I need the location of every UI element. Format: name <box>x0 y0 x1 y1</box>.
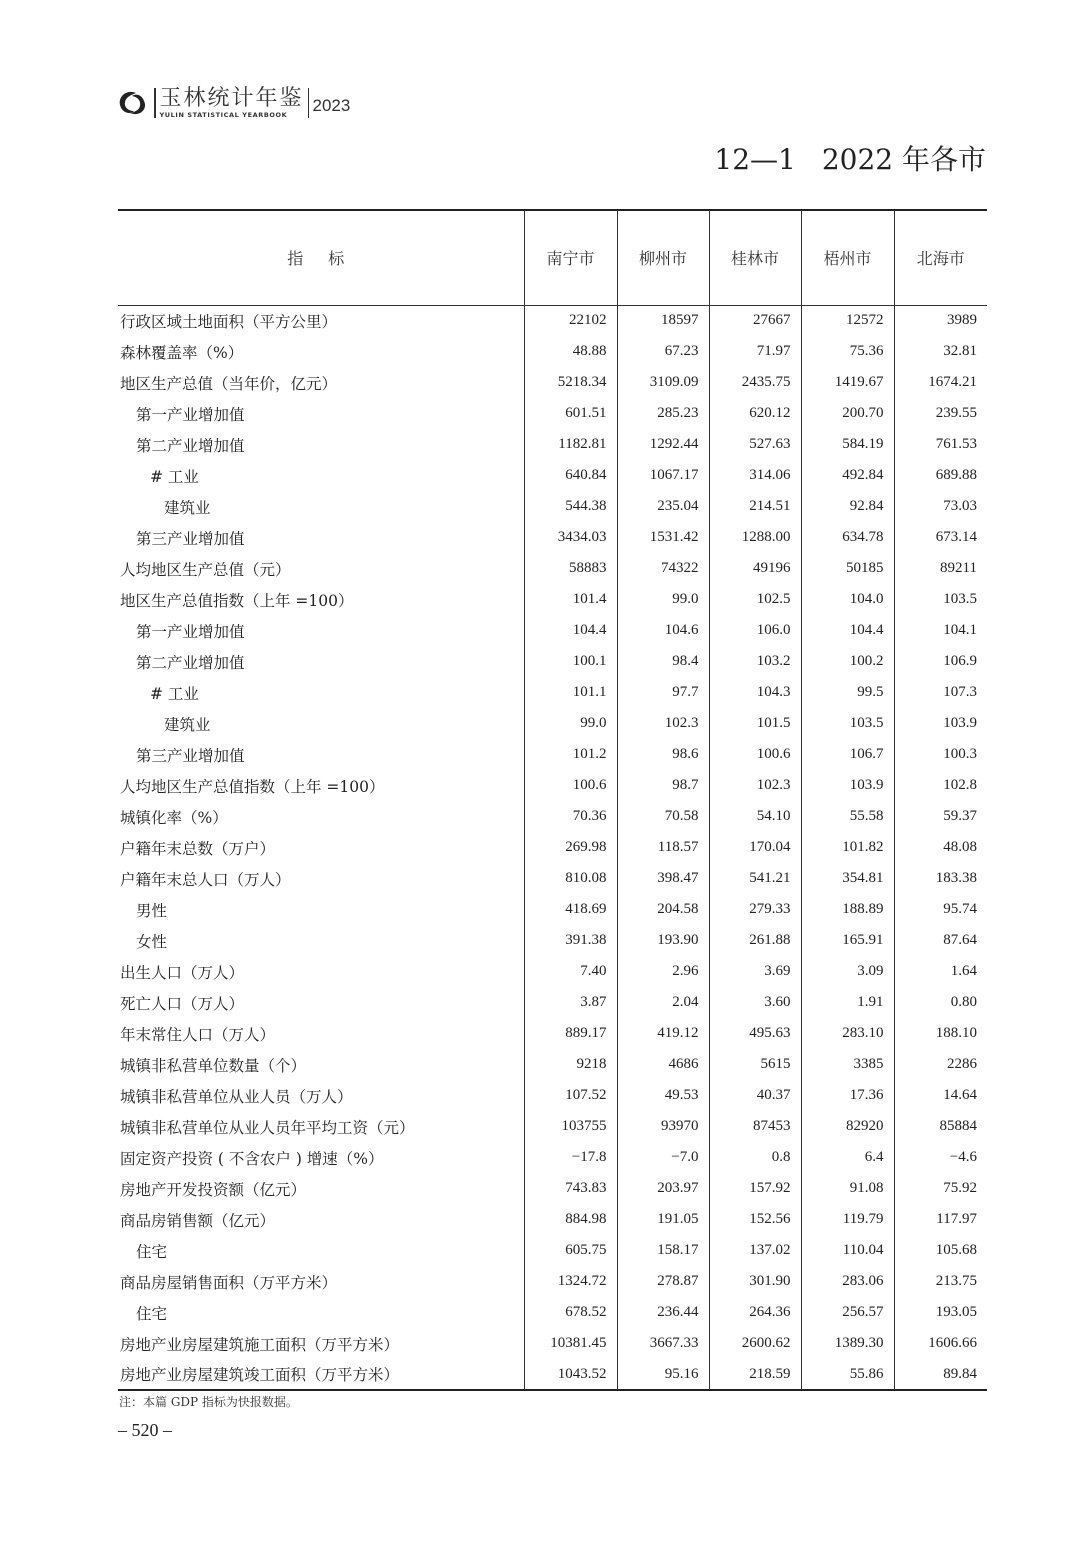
table-cell: 689.88 <box>894 460 987 491</box>
row-label: 房地产开发投资额（亿元） <box>120 1180 307 1199</box>
table-cell: −17.8 <box>524 1142 617 1173</box>
table-cell: 398.47 <box>617 863 709 894</box>
table-cell: 59.37 <box>894 801 987 832</box>
table-row <box>118 1266 987 1297</box>
table-cell: 104.4 <box>801 615 894 646</box>
table-cell: 9218 <box>524 1049 617 1080</box>
column-header: 桂林市 <box>709 210 801 305</box>
table-cell: 544.38 <box>524 491 617 522</box>
table-cell: 55.86 <box>801 1359 894 1390</box>
table-cell: 107.52 <box>524 1080 617 1111</box>
page-title <box>714 138 986 178</box>
table-cell: 87.64 <box>894 925 987 956</box>
row-label: 房地产业房屋建筑施工面积（万平方米） <box>120 1335 400 1354</box>
table-cell: 67.23 <box>617 336 709 367</box>
table-cell: 743.83 <box>524 1173 617 1204</box>
table-cell: 0.80 <box>894 987 987 1018</box>
table-cell: 85884 <box>894 1111 987 1142</box>
table-cell: 18597 <box>617 305 709 336</box>
table-cell: 87453 <box>709 1111 801 1142</box>
table-cell: 1182.81 <box>524 429 617 460</box>
row-label: # 工业 <box>150 467 199 486</box>
table-cell: 601.51 <box>524 398 617 429</box>
table-cell: 605.75 <box>524 1235 617 1266</box>
table-cell: 102.3 <box>617 708 709 739</box>
table-row <box>118 522 987 553</box>
table-cell: 110.04 <box>801 1235 894 1266</box>
table-cell: 89211 <box>894 553 987 584</box>
table-cell: 2286 <box>894 1049 987 1080</box>
table-cell: 2.04 <box>617 987 709 1018</box>
table-cell: 200.70 <box>801 398 894 429</box>
table-cell: 1389.30 <box>801 1328 894 1359</box>
table-cell: 188.89 <box>801 894 894 925</box>
table-row <box>118 367 987 398</box>
table-cell: 492.84 <box>801 460 894 491</box>
table-row <box>118 305 987 336</box>
table-cell: 95.16 <box>617 1359 709 1390</box>
row-label: 男性 <box>136 901 168 920</box>
table-cell: 106.7 <box>801 739 894 770</box>
table-cell: 889.17 <box>524 1018 617 1049</box>
table-cell: 98.7 <box>617 770 709 801</box>
table-cell: 3667.33 <box>617 1328 709 1359</box>
table-cell: 218.59 <box>709 1359 801 1390</box>
table-cell: 54.10 <box>709 801 801 832</box>
table-cell: 99.0 <box>524 708 617 739</box>
row-label: 户籍年末总数（万户） <box>120 839 276 858</box>
table-cell: 103.9 <box>801 770 894 801</box>
table-cell: 810.08 <box>524 863 617 894</box>
table-cell: 5615 <box>709 1049 801 1080</box>
table-row <box>118 429 987 460</box>
table-row <box>118 1359 987 1390</box>
table-cell: 170.04 <box>709 832 801 863</box>
row-label: 地区生产总值（当年价，亿元） <box>120 374 338 393</box>
table-cell: 634.78 <box>801 522 894 553</box>
table-cell: 213.75 <box>894 1266 987 1297</box>
row-label: 第二产业增加值 <box>136 436 245 455</box>
table-cell: 1.64 <box>894 956 987 987</box>
table-cell: 40.37 <box>709 1080 801 1111</box>
row-label: 第三产业增加值 <box>136 746 245 765</box>
row-label: 死亡人口（万人） <box>120 994 245 1013</box>
table-row <box>118 1328 987 1359</box>
table-row <box>118 1235 987 1266</box>
table-cell: 17.36 <box>801 1080 894 1111</box>
table-cell: 48.88 <box>524 336 617 367</box>
table-cell: 584.19 <box>801 429 894 460</box>
table-row <box>118 336 987 367</box>
row-label: 住宅 <box>136 1242 168 1261</box>
table-cell: 104.4 <box>524 615 617 646</box>
table-row <box>118 801 987 832</box>
table-cell: 761.53 <box>894 429 987 460</box>
table-cell: 102.5 <box>709 584 801 615</box>
table-row <box>118 460 987 491</box>
table-cell: 188.10 <box>894 1018 987 1049</box>
table-cell: 104.3 <box>709 677 801 708</box>
row-label: 建筑业 <box>164 715 211 734</box>
row-label: 固定资产投资 ( 不含农户 ) 增速（%） <box>120 1149 384 1168</box>
table-cell: 157.92 <box>709 1173 801 1204</box>
table-cell: 105.68 <box>894 1235 987 1266</box>
table-cell: 104.1 <box>894 615 987 646</box>
table-cell: 3989 <box>894 305 987 336</box>
row-label: 住宅 <box>136 1304 168 1323</box>
table-row <box>118 1049 987 1080</box>
table-cell: −4.6 <box>894 1142 987 1173</box>
table-cell: 99.0 <box>617 584 709 615</box>
table-row <box>118 1173 987 1204</box>
row-label: 行政区域土地面积（平方公里） <box>120 312 338 331</box>
table-cell: 95.74 <box>894 894 987 925</box>
row-label: 建筑业 <box>164 498 211 517</box>
row-label: 年末常住人口（万人） <box>120 1025 276 1044</box>
indicator-header: 指 标 <box>118 210 524 305</box>
row-label: 城镇化率（%） <box>120 808 228 827</box>
table-cell: 152.56 <box>709 1204 801 1235</box>
yearbook-header <box>116 86 350 120</box>
table-row <box>118 1080 987 1111</box>
row-label: 户籍年末总人口（万人） <box>120 870 291 889</box>
table-cell: 1324.72 <box>524 1266 617 1297</box>
table-cell: 100.2 <box>801 646 894 677</box>
table-row <box>118 646 987 677</box>
table-cell: 117.97 <box>894 1204 987 1235</box>
table-cell: 1292.44 <box>617 429 709 460</box>
table-cell: 107.3 <box>894 677 987 708</box>
table-cell: 103.5 <box>894 584 987 615</box>
table-cell: 27667 <box>709 305 801 336</box>
table-row <box>118 956 987 987</box>
table-cell: 93970 <box>617 1111 709 1142</box>
table-cell: 2.96 <box>617 956 709 987</box>
table-cell: 1531.42 <box>617 522 709 553</box>
table-cell: 314.06 <box>709 460 801 491</box>
table-cell: 193.90 <box>617 925 709 956</box>
table-cell: 283.06 <box>801 1266 894 1297</box>
table-cell: 89.84 <box>894 1359 987 1390</box>
table-cell: 5218.34 <box>524 367 617 398</box>
table-row <box>118 677 987 708</box>
table-cell: 14.64 <box>894 1080 987 1111</box>
table-cell: 391.38 <box>524 925 617 956</box>
row-label: 商品房屋销售面积（万平方米） <box>120 1273 338 1292</box>
header-divider-2 <box>308 88 309 118</box>
row-label: 城镇非私营单位从业人员年平均工资（元） <box>120 1118 415 1137</box>
table-cell: 103.2 <box>709 646 801 677</box>
table-cell: 118.57 <box>617 832 709 863</box>
table-cell: 2435.75 <box>709 367 801 398</box>
table-row <box>118 1111 987 1142</box>
table-cell: 92.84 <box>801 491 894 522</box>
table-cell: 0.8 <box>709 1142 801 1173</box>
table-cell: 235.04 <box>617 491 709 522</box>
table-cell: 75.36 <box>801 336 894 367</box>
table-row <box>118 1018 987 1049</box>
table-cell: 884.98 <box>524 1204 617 1235</box>
column-header: 柳州市 <box>617 210 709 305</box>
table-row <box>118 615 987 646</box>
table-cell: 102.8 <box>894 770 987 801</box>
row-label: 城镇非私营单位从业人员（万人） <box>120 1087 353 1106</box>
table-cell: 50185 <box>801 553 894 584</box>
table-cell: 3.09 <box>801 956 894 987</box>
table-cell: 269.98 <box>524 832 617 863</box>
table-cell: 1.91 <box>801 987 894 1018</box>
table-cell: 137.02 <box>709 1235 801 1266</box>
table-cell: 1067.17 <box>617 460 709 491</box>
brand <box>159 85 304 119</box>
row-label: 人均地区生产总值指数（上年 =100） <box>120 777 385 796</box>
table-cell: 100.1 <box>524 646 617 677</box>
table-cell: 74322 <box>617 553 709 584</box>
table-cell: 239.55 <box>894 398 987 429</box>
table-cell: 1606.66 <box>894 1328 987 1359</box>
row-label: 地区生产总值指数（上年 =100） <box>120 591 354 610</box>
table-cell: 3.60 <box>709 987 801 1018</box>
table-cell: 48.08 <box>894 832 987 863</box>
table-cell: 82920 <box>801 1111 894 1142</box>
table-cell: 10381.45 <box>524 1328 617 1359</box>
table-cell: 103.5 <box>801 708 894 739</box>
table-cell: 1288.00 <box>709 522 801 553</box>
table-cell: 106.0 <box>709 615 801 646</box>
table-row <box>118 863 987 894</box>
table-cell: 673.14 <box>894 522 987 553</box>
table-cell: 419.12 <box>617 1018 709 1049</box>
table-row <box>118 925 987 956</box>
row-label: 第三产业增加值 <box>136 529 245 548</box>
table-cell: 3109.09 <box>617 367 709 398</box>
table-cell: 102.3 <box>709 770 801 801</box>
table-row <box>118 398 987 429</box>
table-cell: 285.23 <box>617 398 709 429</box>
table-row <box>118 1142 987 1173</box>
table-cell: 301.90 <box>709 1266 801 1297</box>
row-label: 出生人口（万人） <box>120 963 245 982</box>
table-cell: 3385 <box>801 1049 894 1080</box>
table-cell: 32.81 <box>894 336 987 367</box>
table-cell: 6.4 <box>801 1142 894 1173</box>
table-cell: 104.0 <box>801 584 894 615</box>
table-cell: 70.36 <box>524 801 617 832</box>
table-cell: 101.82 <box>801 832 894 863</box>
table-cell: −7.0 <box>617 1142 709 1173</box>
row-label: 第一产业增加值 <box>136 405 245 424</box>
column-header: 北海市 <box>894 210 987 305</box>
table-cell: 283.10 <box>801 1018 894 1049</box>
table-row <box>118 987 987 1018</box>
yearbook-logo-icon <box>116 87 148 119</box>
table-title: 2022 年各市 <box>821 143 986 176</box>
table-cell: 4686 <box>617 1049 709 1080</box>
table-cell: 3434.03 <box>524 522 617 553</box>
table-cell: 101.2 <box>524 739 617 770</box>
row-label: 女性 <box>136 932 168 951</box>
table-cell: 203.97 <box>617 1173 709 1204</box>
table-row <box>118 708 987 739</box>
table-cell: 191.05 <box>617 1204 709 1235</box>
table-cell: 98.6 <box>617 739 709 770</box>
table-cell: 214.51 <box>709 491 801 522</box>
statistics-table <box>118 209 987 1391</box>
table-code: 12—1 <box>714 143 796 176</box>
row-label: 第一产业增加值 <box>136 622 245 641</box>
table-cell: 70.58 <box>617 801 709 832</box>
table-row <box>118 894 987 925</box>
table-cell: 103.9 <box>894 708 987 739</box>
table-cell: 100.6 <box>709 739 801 770</box>
table-cell: 75.92 <box>894 1173 987 1204</box>
table-cell: 55.58 <box>801 801 894 832</box>
table-cell: 204.58 <box>617 894 709 925</box>
table-cell: 101.4 <box>524 584 617 615</box>
brand-chinese: 玉林统计年鉴 <box>159 85 304 111</box>
table-cell: 101.1 <box>524 677 617 708</box>
table-cell: 103755 <box>524 1111 617 1142</box>
table-cell: 106.9 <box>894 646 987 677</box>
table-cell: 49.53 <box>617 1080 709 1111</box>
table-row <box>118 832 987 863</box>
row-label: 城镇非私营单位数量（个） <box>120 1056 307 1075</box>
header-divider <box>154 88 156 118</box>
table-cell: 256.57 <box>801 1297 894 1328</box>
page-number: – 520 – <box>118 1420 172 1440</box>
table-cell: 278.87 <box>617 1266 709 1297</box>
table-cell: 58883 <box>524 553 617 584</box>
row-label: # 工业 <box>150 684 199 703</box>
table-header-row <box>118 210 987 305</box>
table-cell: 620.12 <box>709 398 801 429</box>
brand-english: YULIN STATISTICAL YEARBOOK <box>159 110 288 119</box>
table-row <box>118 584 987 615</box>
table-cell: 236.44 <box>617 1297 709 1328</box>
table-cell: 3.69 <box>709 956 801 987</box>
table-cell: 495.63 <box>709 1018 801 1049</box>
table-cell: 101.5 <box>709 708 801 739</box>
table-cell: 104.6 <box>617 615 709 646</box>
table-cell: 100.3 <box>894 739 987 770</box>
table-cell: 7.40 <box>524 956 617 987</box>
table-cell: 73.03 <box>894 491 987 522</box>
row-label: 商品房销售额（亿元） <box>120 1211 276 1230</box>
table-cell: 2600.62 <box>709 1328 801 1359</box>
table-row <box>118 739 987 770</box>
table-cell: 1043.52 <box>524 1359 617 1390</box>
table-cell: 158.17 <box>617 1235 709 1266</box>
table-cell: 3.87 <box>524 987 617 1018</box>
row-label: 森林覆盖率（%） <box>120 343 244 362</box>
column-header: 南宁市 <box>524 210 617 305</box>
table-row <box>118 1204 987 1235</box>
table-cell: 100.6 <box>524 770 617 801</box>
table-cell: 165.91 <box>801 925 894 956</box>
table-cell: 354.81 <box>801 863 894 894</box>
table-cell: 261.88 <box>709 925 801 956</box>
table-cell: 119.79 <box>801 1204 894 1235</box>
table-cell: 193.05 <box>894 1297 987 1328</box>
table-row <box>118 491 987 522</box>
footnote: 注：本篇 GDP 指标为快报数据。 <box>119 1395 298 1409</box>
table-row <box>118 553 987 584</box>
table-cell: 97.7 <box>617 677 709 708</box>
table-cell: 98.4 <box>617 646 709 677</box>
table-cell: 183.38 <box>894 863 987 894</box>
table-row <box>118 770 987 801</box>
table-cell: 264.36 <box>709 1297 801 1328</box>
table-cell: 1674.21 <box>894 367 987 398</box>
table-cell: 12572 <box>801 305 894 336</box>
table-cell: 91.08 <box>801 1173 894 1204</box>
table-cell: 678.52 <box>524 1297 617 1328</box>
row-label: 房地产业房屋建筑竣工面积（万平方米） <box>118 1359 524 1390</box>
row-label: 人均地区生产总值（元） <box>120 560 291 579</box>
column-header: 梧州市 <box>801 210 894 305</box>
table-cell: 418.69 <box>524 894 617 925</box>
table-cell: 22102 <box>524 305 617 336</box>
table-cell: 640.84 <box>524 460 617 491</box>
table-cell: 99.5 <box>801 677 894 708</box>
table-cell: 279.33 <box>709 894 801 925</box>
table-cell: 541.21 <box>709 863 801 894</box>
table-cell: 49196 <box>709 553 801 584</box>
table-cell: 1419.67 <box>801 367 894 398</box>
table-row <box>118 1297 987 1328</box>
table-cell: 71.97 <box>709 336 801 367</box>
yearbook-year: 2023 <box>312 96 351 115</box>
table-cell: 527.63 <box>709 429 801 460</box>
row-label: 第二产业增加值 <box>136 653 245 672</box>
